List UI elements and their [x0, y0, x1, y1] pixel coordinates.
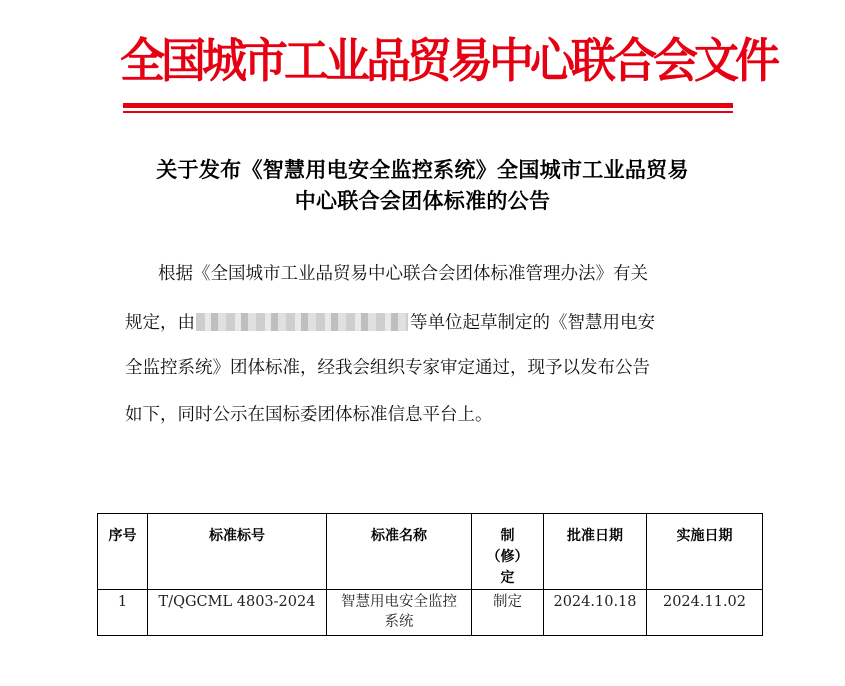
cell-no: 1	[98, 590, 148, 636]
cell-type: 制定	[472, 590, 544, 636]
table-row	[98, 590, 763, 636]
header-type	[472, 514, 544, 590]
table-header-row	[98, 514, 763, 590]
cell-approve-date: 2024.10.18	[544, 590, 647, 636]
body-paragraph-line3: 全监控系统》团体标准，经我会组织专家审定通过，现予以发布公告	[125, 358, 650, 378]
header-type-part2: （修）	[486, 549, 529, 565]
body-paragraph-line1: 根据《全国城市工业品贸易中心联合会团体标准管理办法》有关	[158, 264, 648, 284]
header-rule-thin	[123, 111, 733, 113]
header-impl-date: 实施日期	[647, 514, 763, 590]
header-no: 序号	[98, 514, 148, 590]
redacted-organization	[196, 313, 408, 331]
body-paragraph-line2	[125, 310, 655, 336]
cell-impl-date: 2024.11.02	[647, 590, 763, 636]
org-header-title: 全国城市工业品贸易中心联合会文件	[120, 32, 777, 89]
cell-name-wrap	[327, 590, 472, 636]
header-name: 标准名称	[327, 514, 472, 590]
header-type-part1: 制	[500, 528, 515, 544]
announcement-title-line1: 关于发布《智慧用电安全监控系统》全国城市工业品贸易	[156, 158, 689, 182]
standard-table	[97, 513, 763, 636]
body-line2-before: 规定，由	[125, 313, 195, 333]
header-code: 标准标号	[148, 514, 327, 590]
cell-code: T/QGCML 4803-2024	[148, 590, 327, 636]
header-type-part3: 定	[500, 570, 515, 586]
cell-name: 智慧用电安全监控系统	[341, 594, 457, 630]
header-rule-thick	[123, 103, 733, 108]
announcement-title-line2: 中心联合会团体标准的公告	[294, 189, 551, 213]
header-approve-date: 批准日期	[544, 514, 647, 590]
body-line2-after: 等单位起草制定的《智慧用电安	[410, 313, 655, 333]
body-paragraph-line4: 如下，同时公示在国标委团体标准信息平台上。	[125, 405, 493, 425]
